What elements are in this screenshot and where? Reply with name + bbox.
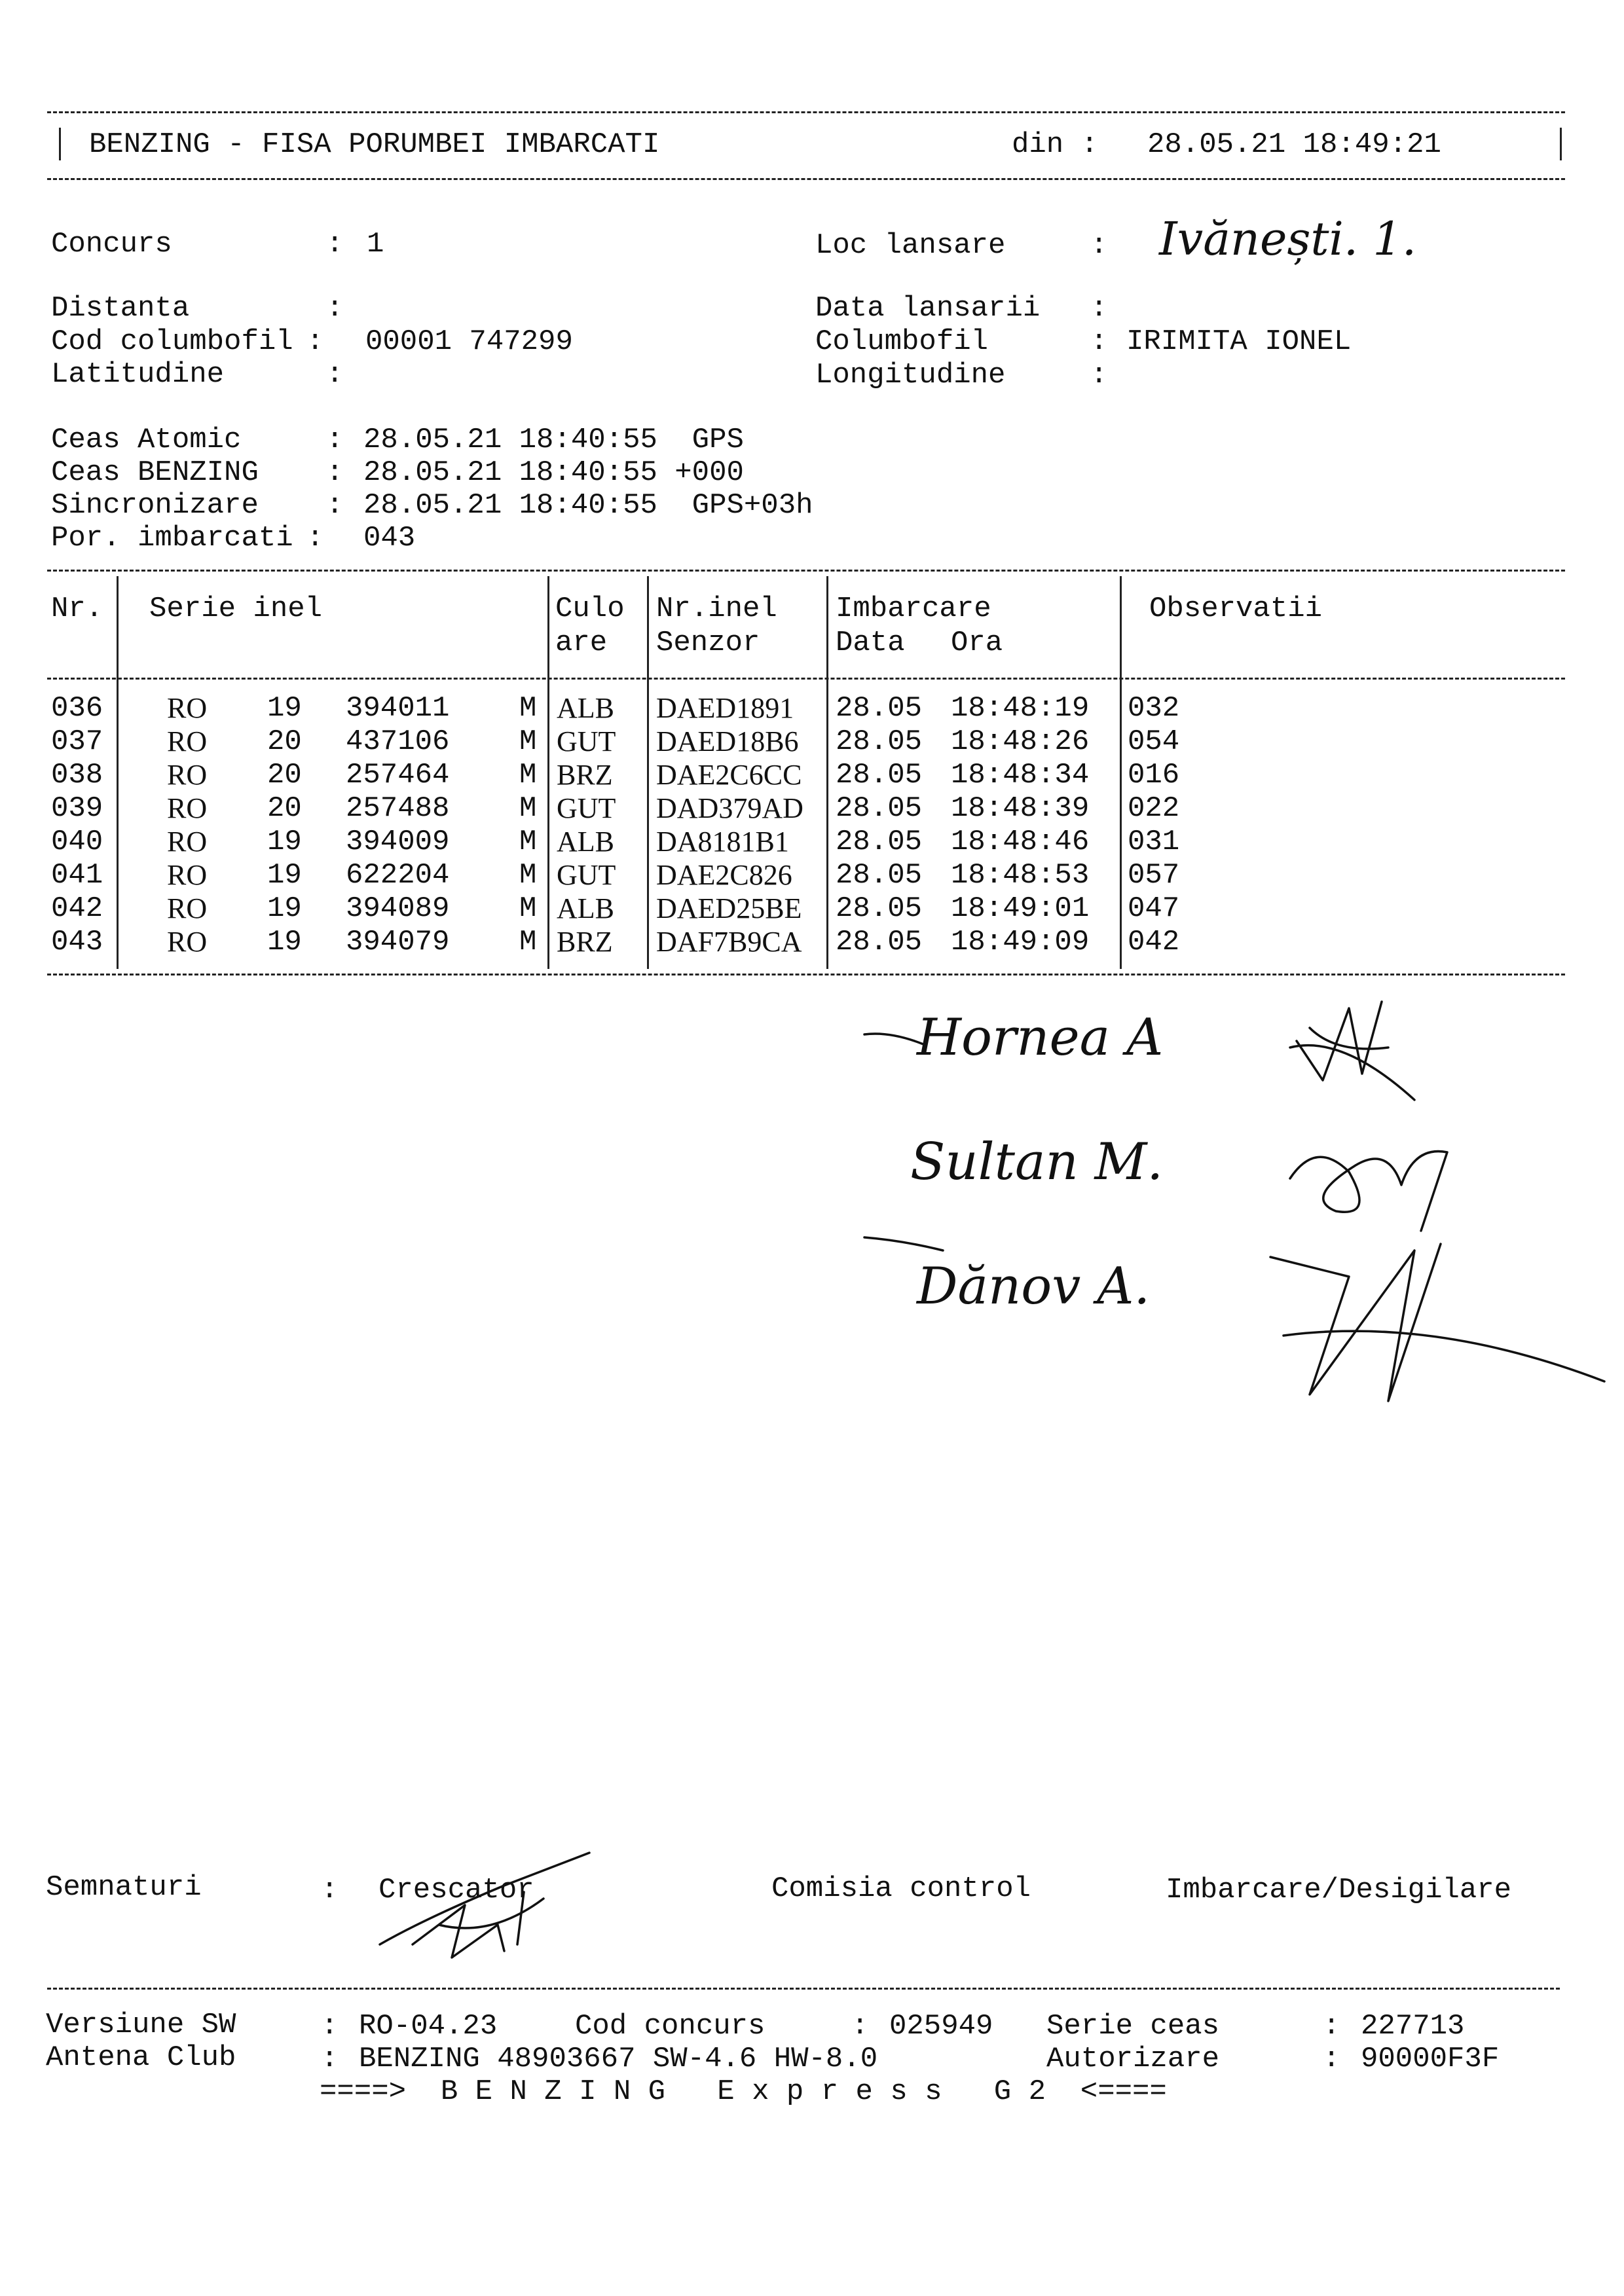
crescator-signature bbox=[373, 1846, 596, 1977]
loc-lansare-colon: : bbox=[1090, 229, 1108, 262]
row-nr: 039 bbox=[51, 792, 103, 825]
row-year: 19 bbox=[267, 692, 302, 725]
row-year: 19 bbox=[267, 892, 302, 925]
table-top-border bbox=[47, 570, 1565, 572]
row-sex: M bbox=[519, 892, 537, 925]
row-nr: 042 bbox=[51, 892, 103, 925]
row-country: RO bbox=[167, 792, 208, 824]
ceas-atomic-colon: : bbox=[326, 424, 344, 456]
row-year: 20 bbox=[267, 759, 302, 792]
row-ring: 394079 bbox=[346, 926, 450, 958]
antena-club-colon: : bbox=[321, 2043, 339, 2075]
row-time: 18:48:39 bbox=[951, 792, 1090, 825]
col-header-culoare-1: Culo bbox=[555, 592, 625, 625]
row-date: 28.05 bbox=[836, 926, 923, 958]
antena-club-value: BENZING 48903667 SW-4.6 HW-8.0 bbox=[359, 2043, 878, 2075]
row-time: 18:49:09 bbox=[951, 926, 1090, 958]
row-sex: M bbox=[519, 692, 537, 725]
row-time: 18:48:19 bbox=[951, 692, 1090, 725]
row-ring: 257464 bbox=[346, 759, 450, 792]
cod-concurs-value: 025949 bbox=[889, 2010, 993, 2043]
row-country: RO bbox=[167, 926, 208, 958]
columbofil-value: IRIMITA IONEL bbox=[1126, 325, 1352, 358]
row-country: RO bbox=[167, 692, 208, 724]
row-obs: 042 bbox=[1128, 926, 1180, 958]
row-nr: 043 bbox=[51, 926, 103, 958]
comisia-control-label: Comisia control bbox=[771, 1872, 1031, 1905]
row-date: 28.05 bbox=[836, 892, 923, 925]
handwritten-name-1: Hornea A bbox=[917, 1008, 1164, 1067]
row-sensor: DAE2C826 bbox=[656, 859, 792, 891]
row-country: RO bbox=[167, 759, 208, 791]
versiune-sw-colon: : bbox=[321, 2010, 339, 2043]
sincronizare-colon: : bbox=[326, 489, 344, 522]
row-country: RO bbox=[167, 725, 208, 757]
row-color: ALB bbox=[557, 892, 614, 924]
semnaturi-label: Semnaturi bbox=[46, 1871, 202, 1904]
row-obs: 047 bbox=[1128, 892, 1180, 925]
row-nr: 041 bbox=[51, 859, 103, 892]
autorizare-value: 90000F3F bbox=[1361, 2043, 1500, 2075]
row-time: 18:49:01 bbox=[951, 892, 1090, 925]
row-obs: 031 bbox=[1128, 826, 1180, 858]
row-time: 18:48:53 bbox=[951, 859, 1090, 892]
col-divider-1 bbox=[117, 576, 119, 969]
row-sensor: DAED18B6 bbox=[656, 725, 799, 757]
cod-columbofil-label: Cod columbofil bbox=[51, 325, 293, 358]
col-divider-3 bbox=[647, 576, 649, 969]
col-header-ora: Ora bbox=[951, 627, 1003, 659]
din-datetime: 28.05.21 18:49:21 bbox=[1147, 128, 1441, 161]
row-ring: 394011 bbox=[346, 692, 450, 725]
handwritten-name-2: Sultan M. bbox=[910, 1133, 1164, 1192]
row-ring: 394089 bbox=[346, 892, 450, 925]
loc-lansare-label: Loc lansare bbox=[815, 229, 1006, 262]
row-ring: 394009 bbox=[346, 826, 450, 858]
ceas-benzing-value: 28.05.21 18:40:55 +000 bbox=[363, 456, 744, 489]
row-sensor: DAED1891 bbox=[656, 692, 794, 724]
col-header-observatii: Observatii bbox=[1149, 592, 1323, 625]
autorizare-colon: : bbox=[1323, 2043, 1340, 2075]
versiune-sw-value: RO-04.23 bbox=[359, 2010, 498, 2043]
row-date: 28.05 bbox=[836, 859, 923, 892]
row-nr: 040 bbox=[51, 826, 103, 858]
row-nr: 037 bbox=[51, 725, 103, 758]
ceas-benzing-label: Ceas BENZING bbox=[51, 456, 259, 489]
row-ring: 437106 bbox=[346, 725, 450, 758]
row-date: 28.05 bbox=[836, 759, 923, 792]
col-divider-5 bbox=[1120, 576, 1122, 969]
row-sex: M bbox=[519, 725, 537, 758]
row-sensor: DAED25BE bbox=[656, 892, 802, 924]
row-time: 18:48:46 bbox=[951, 826, 1090, 858]
semnaturi-colon: : bbox=[321, 1874, 339, 1906]
autorizare-label: Autorizare bbox=[1046, 2043, 1220, 2075]
latitudine-colon: : bbox=[326, 358, 344, 391]
longitudine-colon: : bbox=[1090, 359, 1108, 392]
concurs-value: 1 bbox=[367, 228, 384, 261]
footer-separator bbox=[47, 1988, 1560, 1990]
sincronizare-value: 28.05.21 18:40:55 GPS+03h bbox=[363, 489, 813, 522]
row-sensor: DA8181B1 bbox=[656, 826, 789, 858]
crescator-label: Crescator bbox=[378, 1874, 534, 1906]
benzing-express-banner: ====> B E N Z I N G E x p r e s s G 2 <==== bbox=[320, 2075, 1167, 2108]
columbofil-label: Columbofil bbox=[815, 325, 989, 358]
document-title: BENZING - FISA PORUMBEI IMBARCATI bbox=[89, 128, 660, 161]
row-year: 20 bbox=[267, 725, 302, 758]
row-date: 28.05 bbox=[836, 792, 923, 825]
cod-columbofil-value: 00001 747299 bbox=[365, 325, 573, 358]
row-country: RO bbox=[167, 826, 208, 858]
row-date: 28.05 bbox=[836, 725, 923, 758]
row-sex: M bbox=[519, 759, 537, 792]
row-color: GUT bbox=[557, 725, 616, 757]
din-label: din : bbox=[1012, 128, 1099, 161]
table-bottom-border bbox=[47, 974, 1565, 975]
col-header-culoare-2: are bbox=[555, 627, 608, 659]
signature-mark-3 bbox=[1270, 1237, 1611, 1414]
signature-mark-1 bbox=[1283, 982, 1441, 1126]
signature-stroke-3 bbox=[864, 1231, 943, 1257]
data-lansarii-label: Data lansarii bbox=[815, 292, 1041, 325]
serie-ceas-value: 227713 bbox=[1361, 2010, 1465, 2043]
row-sex: M bbox=[519, 792, 537, 825]
ceas-atomic-label: Ceas Atomic bbox=[51, 424, 242, 456]
header-bottom-border bbox=[47, 178, 1565, 180]
row-sensor: DAF7B9CA bbox=[656, 926, 802, 958]
concurs-label: Concurs bbox=[51, 228, 172, 261]
col-header-nr-inel: Nr.inel bbox=[656, 592, 777, 625]
row-sex: M bbox=[519, 826, 537, 858]
row-obs: 032 bbox=[1128, 692, 1180, 725]
ceas-atomic-value: 28.05.21 18:40:55 GPS bbox=[363, 424, 744, 456]
row-nr: 038 bbox=[51, 759, 103, 792]
row-time: 18:48:26 bbox=[951, 725, 1090, 758]
por-imbarcati-colon: : bbox=[306, 522, 324, 555]
col-header-serie-inel: Serie inel bbox=[149, 592, 323, 625]
versiune-sw-label: Versiune SW bbox=[46, 2009, 236, 2041]
row-color: ALB bbox=[557, 826, 614, 858]
row-sensor: DAE2C6CC bbox=[656, 759, 802, 791]
por-imbarcati-value: 043 bbox=[363, 522, 416, 555]
row-country: RO bbox=[167, 859, 208, 891]
row-year: 19 bbox=[267, 826, 302, 858]
header-top-border bbox=[47, 111, 1565, 113]
longitudine-label: Longitudine bbox=[815, 359, 1006, 392]
antena-club-label: Antena Club bbox=[46, 2041, 236, 2074]
row-sensor: DAD379AD bbox=[656, 792, 803, 824]
row-color: ALB bbox=[557, 692, 614, 724]
concurs-colon: : bbox=[326, 228, 344, 261]
table-header-border bbox=[47, 678, 1565, 680]
cod-concurs-label: Cod concurs bbox=[575, 2010, 766, 2043]
row-color: GUT bbox=[557, 859, 616, 891]
row-ring: 257488 bbox=[346, 792, 450, 825]
columbofil-colon: : bbox=[1090, 325, 1108, 358]
row-sex: M bbox=[519, 926, 537, 958]
signature-stroke-1 bbox=[864, 1028, 904, 1048]
row-color: BRZ bbox=[557, 926, 613, 958]
serie-ceas-colon: : bbox=[1323, 2010, 1340, 2043]
row-year: 19 bbox=[267, 859, 302, 892]
handwritten-name-3: Dănov A. bbox=[917, 1257, 1151, 1316]
serie-ceas-label: Serie ceas bbox=[1046, 2010, 1220, 2043]
row-color: BRZ bbox=[557, 759, 613, 791]
col-header-data: Data bbox=[836, 627, 905, 659]
header-left-border bbox=[59, 128, 61, 160]
row-obs: 054 bbox=[1128, 725, 1180, 758]
col-header-nr: Nr. bbox=[51, 592, 103, 625]
row-year: 19 bbox=[267, 926, 302, 958]
row-date: 28.05 bbox=[836, 826, 923, 858]
row-year: 20 bbox=[267, 792, 302, 825]
cod-concurs-colon: : bbox=[851, 2010, 869, 2043]
data-lansarii-colon: : bbox=[1090, 292, 1108, 325]
col-divider-2 bbox=[547, 576, 549, 969]
row-time: 18:48:34 bbox=[951, 759, 1090, 792]
row-nr: 036 bbox=[51, 692, 103, 725]
por-imbarcati-label: Por. imbarcati bbox=[51, 522, 293, 555]
header-right-border bbox=[1560, 128, 1562, 160]
sincronizare-label: Sincronizare bbox=[51, 489, 259, 522]
imbarcare-desigilare-label: Imbarcare/Desigilare bbox=[1166, 1874, 1512, 1906]
latitudine-label: Latitudine bbox=[51, 358, 225, 391]
col-divider-4 bbox=[826, 576, 828, 969]
row-sex: M bbox=[519, 859, 537, 892]
distanta-colon: : bbox=[326, 292, 344, 325]
col-header-senzor: Senzor bbox=[656, 627, 760, 659]
row-obs: 016 bbox=[1128, 759, 1180, 792]
row-obs: 057 bbox=[1128, 859, 1180, 892]
col-header-imbarcare: Imbarcare bbox=[836, 592, 991, 625]
loc-lansare-handwritten: Ivănești. 1. bbox=[1159, 212, 1417, 266]
row-color: GUT bbox=[557, 792, 616, 824]
row-date: 28.05 bbox=[836, 692, 923, 725]
row-ring: 622204 bbox=[346, 859, 450, 892]
cod-columbofil-colon: : bbox=[306, 325, 324, 358]
ceas-benzing-colon: : bbox=[326, 456, 344, 489]
distanta-label: Distanta bbox=[51, 292, 190, 325]
row-country: RO bbox=[167, 892, 208, 924]
row-obs: 022 bbox=[1128, 792, 1180, 825]
signature-mark-2 bbox=[1277, 1126, 1460, 1244]
